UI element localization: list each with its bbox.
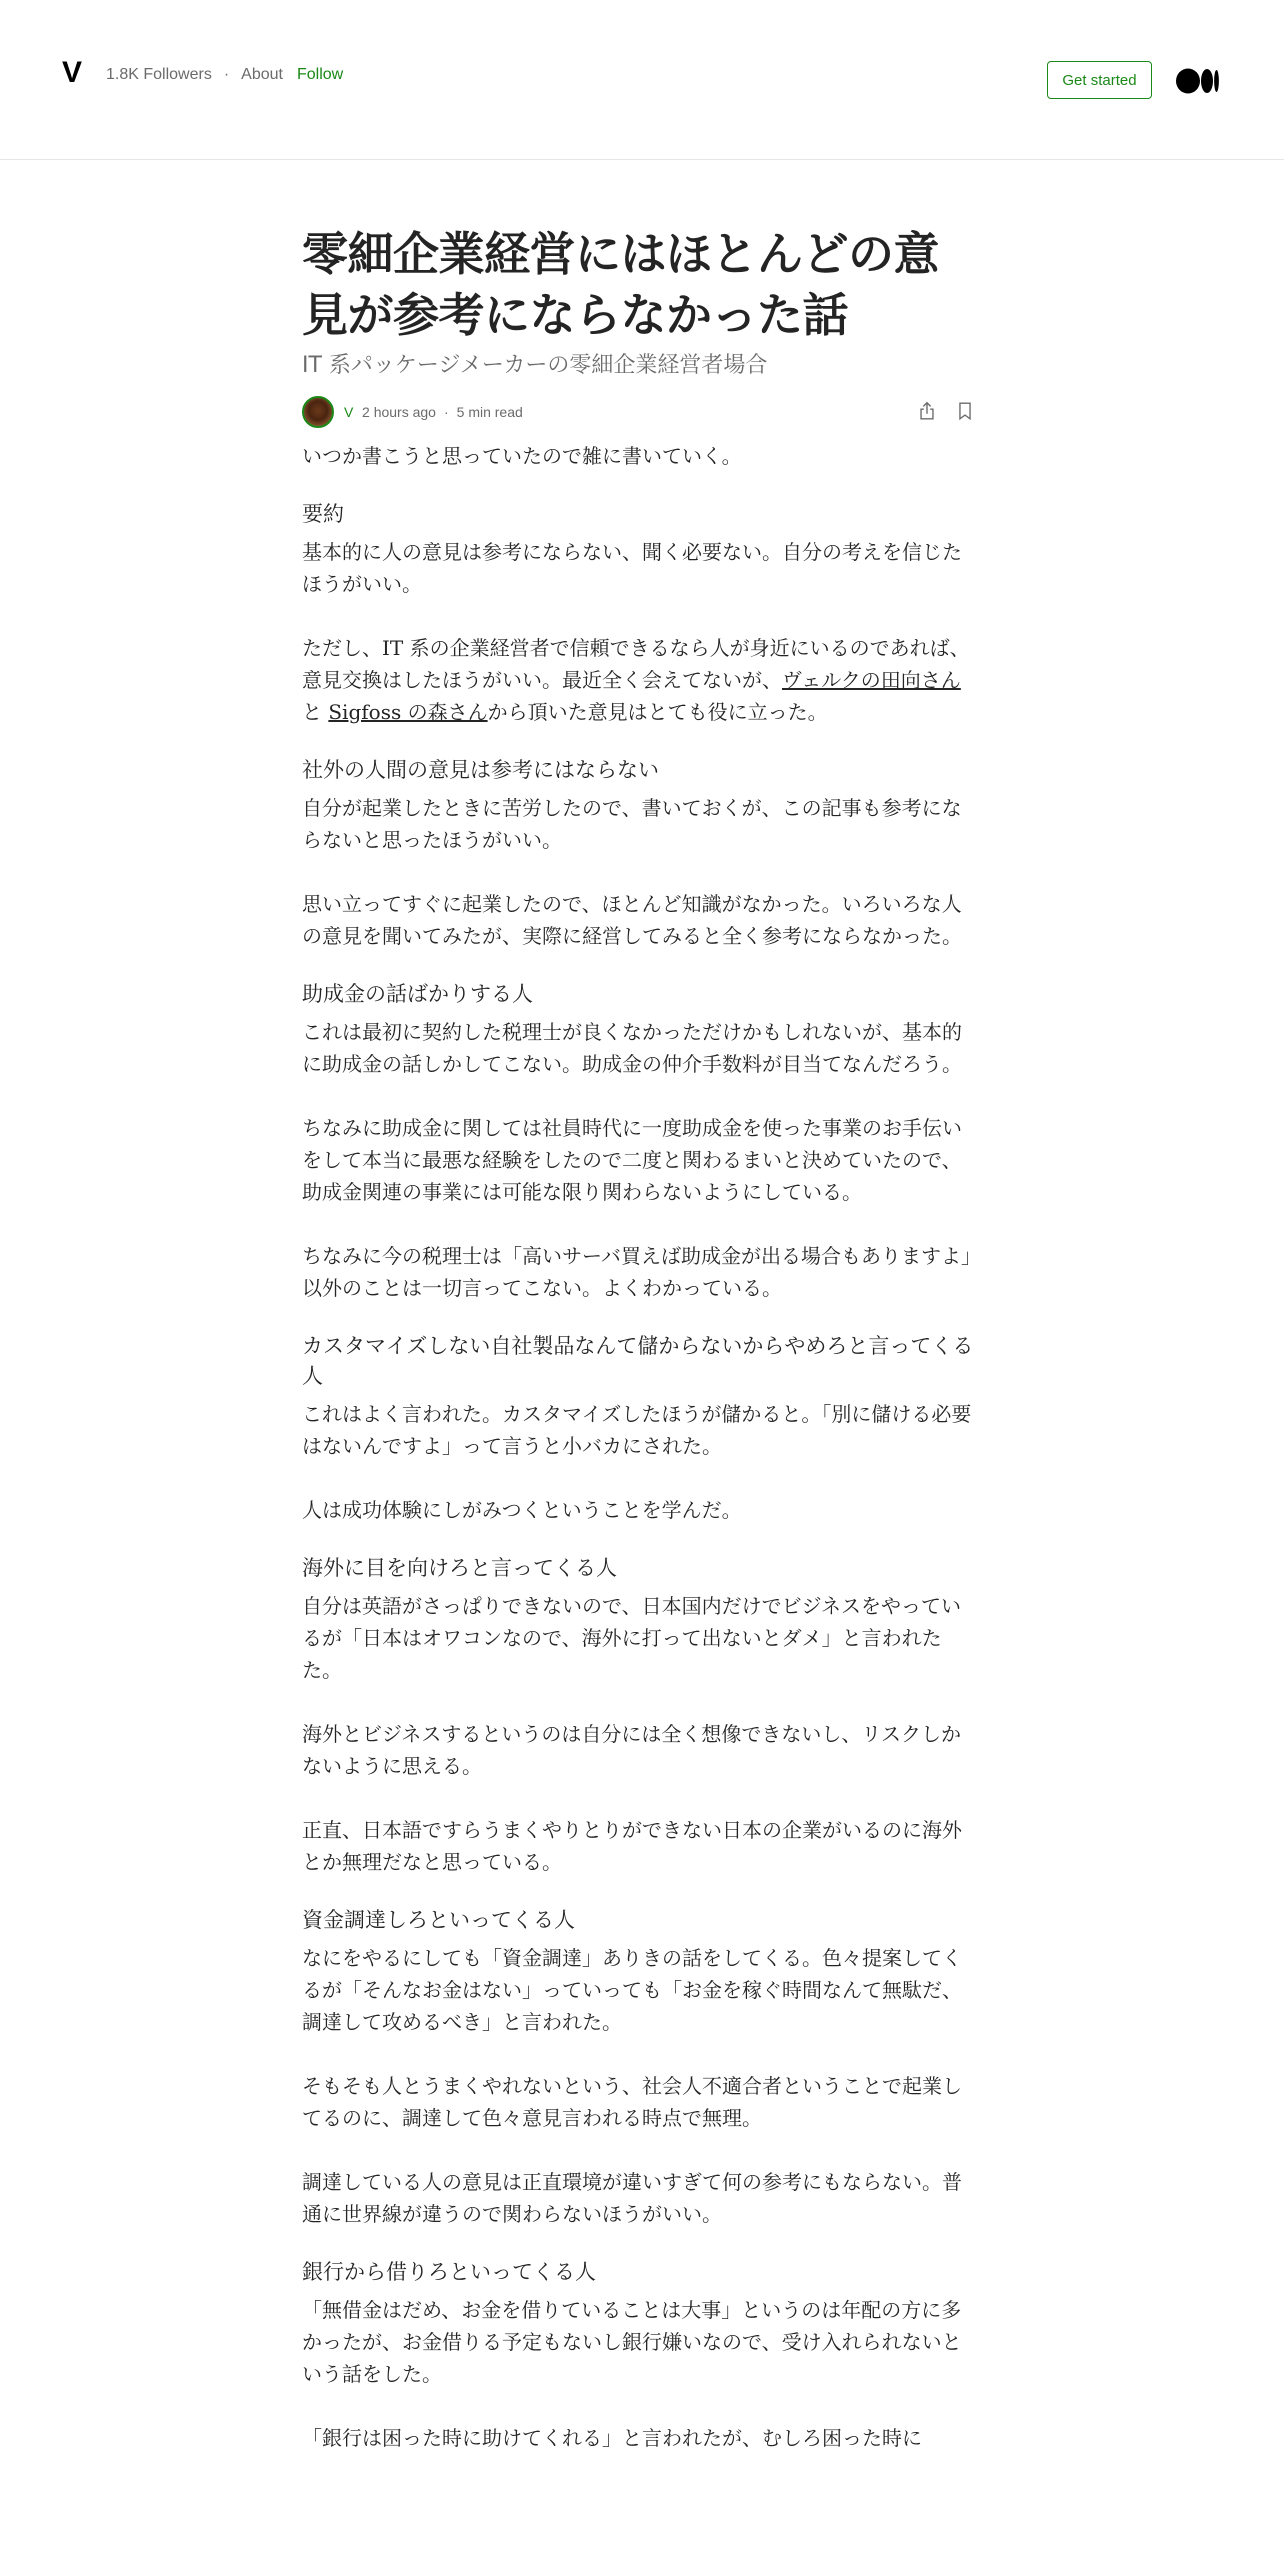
paragraph: そもそも人とうまくやれないという、社会人不適合者ということで起業してるのに、調達して色々意見言われる時点で無理。	[302, 2074, 962, 2130]
article-container	[302, 224, 978, 2454]
intro-paragraph: いつか書こうと思っていたので雑に書いていく。	[302, 444, 742, 468]
byline-actions	[916, 400, 976, 422]
link-verk-tamukai[interactable]: ヴェルクの田向さん	[782, 668, 961, 692]
paragraph: 調達している人の意見は正直環境が違いすぎて何の参考にもならない。普通に世界線が違うので関わらないほうがいい。	[302, 2170, 962, 2226]
section-heading-summary: 要約	[302, 502, 344, 526]
publication-meta	[106, 66, 343, 84]
separator-dot: ·	[223, 66, 230, 83]
follow-button[interactable]: Follow	[296, 66, 344, 83]
article-title: 零細企業経営にはほとんどの意見が参考にならなかった話	[302, 227, 939, 342]
author-avatar[interactable]	[302, 396, 334, 428]
link-sigfoss-mori[interactable]: Sigfoss の森さん	[328, 700, 488, 724]
about-link[interactable]: About	[241, 66, 283, 83]
published-time: 2 hours ago	[362, 404, 436, 420]
paragraph: 自分が起業したときに苦労したので、書いておくが、この記事も参考にならないと思ったほうがいい。	[302, 796, 962, 852]
paragraph: これは最初に契約した税理士が良くなかっただけかもしれないが、基本的に助成金の話しかしてこない。助成金の仲介手数料が目当てなんだろう。	[302, 1020, 962, 1076]
paragraph: これはよく言われた。カスタマイズしたほうが儲かると。「別に儲ける必要はないんですよ」って言うと小バカにされた。	[302, 1402, 972, 1458]
author-name-link[interactable]: V	[344, 404, 354, 420]
followers-count-link[interactable]: 1.8K Followers	[106, 66, 212, 83]
text-span: と	[302, 700, 329, 724]
paragraph: 海外とビジネスするというのは自分には全く想像できないし、リスクしかないように思える。	[302, 1722, 961, 1778]
share-icon[interactable]	[916, 400, 938, 422]
paragraph: ちなみに助成金に関しては社員時代に一度助成金を使った事業のお手伝いをして本当に最悪な経験をしたので二度と関わるまいと決めていたので、助成金関連の事業には可能な限り関わらないようにしている。	[302, 1116, 962, 1204]
paragraph	[302, 632, 978, 728]
publication-logo[interactable]: V	[62, 56, 83, 89]
paragraph: 自分は英語がさっぱりできないので、日本国内だけでビジネスをやっているが「日本はオワコンなので、海外に打って出ないとダメ」と言われたた。	[302, 1594, 961, 1682]
paragraph: 「無借金はだめ、お金を借りていることは大事」というのは年配の方に多かったが、お金借りる予定もないし銀行嫌いなので、受け入れられないという話をした。	[302, 2298, 962, 2386]
top-navigation-bar	[0, 0, 1284, 160]
read-time: 5 min read	[456, 404, 523, 420]
section-heading: 社外の人間の意見は参考にはならない	[302, 758, 659, 782]
section-heading: 銀行から借りろといってくる人	[302, 2260, 596, 2284]
text-span: ただし、IT 系の企業経営者で信頼できるなら人が身近にいるのであれば、意見交換はしたほうがいい。最近全く会えてないが、	[302, 636, 970, 692]
paragraph: 基本的に人の意見は参考にならない、聞く必要ない。自分の考えを信じたほうがいい。	[302, 540, 962, 596]
byline-dot: ·	[443, 404, 449, 420]
paragraph: 「銀行は困った時に助けてくれる」と言われたが、むしろ困った時に	[302, 2426, 922, 2450]
article-body	[302, 440, 978, 2454]
paragraph: ちなみに今の税理士は「高いサーバ買えば助成金が出る場合もありますよ」以外のことは一切言ってこない。よくわかっている。	[302, 1244, 971, 1300]
get-started-button[interactable]: Get started	[1047, 61, 1152, 99]
section-heading: 助成金の話ばかりする人	[302, 982, 533, 1006]
section-heading: カスタマイズしない自社製品なんて儲からないからやめろと言ってくる人	[302, 1334, 974, 1388]
section-heading: 資金調達しろといってくる人	[302, 1908, 575, 1932]
bookmark-icon[interactable]	[954, 400, 976, 422]
paragraph: 思い立ってすぐに起業したので、ほとんど知識がなかった。いろいろな人の意見を聞いてみたが、実際に経営してみると全く参考にならなかった。	[302, 892, 962, 948]
medium-logo-icon[interactable]	[1176, 68, 1220, 94]
paragraph: 人は成功体験にしがみつくということを学んだ。	[302, 1498, 742, 1522]
text-span: から頂いた意見はとても役に立った。	[487, 700, 828, 724]
section-heading: 海外に目を向けろと言ってくる人	[302, 1556, 617, 1580]
article-byline	[302, 394, 978, 430]
article-subtitle: IT 系パッケージメーカーの零細企業経営者場合	[302, 353, 768, 378]
paragraph: なにをやるにしても「資金調達」ありきの話をしてくる。色々提案してくるが「そんなお金はない」っていっても「お金を稼ぐ時間なんて無駄だ、調達して攻めるべき」と言われた。	[302, 1946, 962, 2034]
paragraph: 正直、日本語ですらうまくやりとりができない日本の企業がいるのに海外とか無理だなと思っている。	[302, 1818, 962, 1874]
